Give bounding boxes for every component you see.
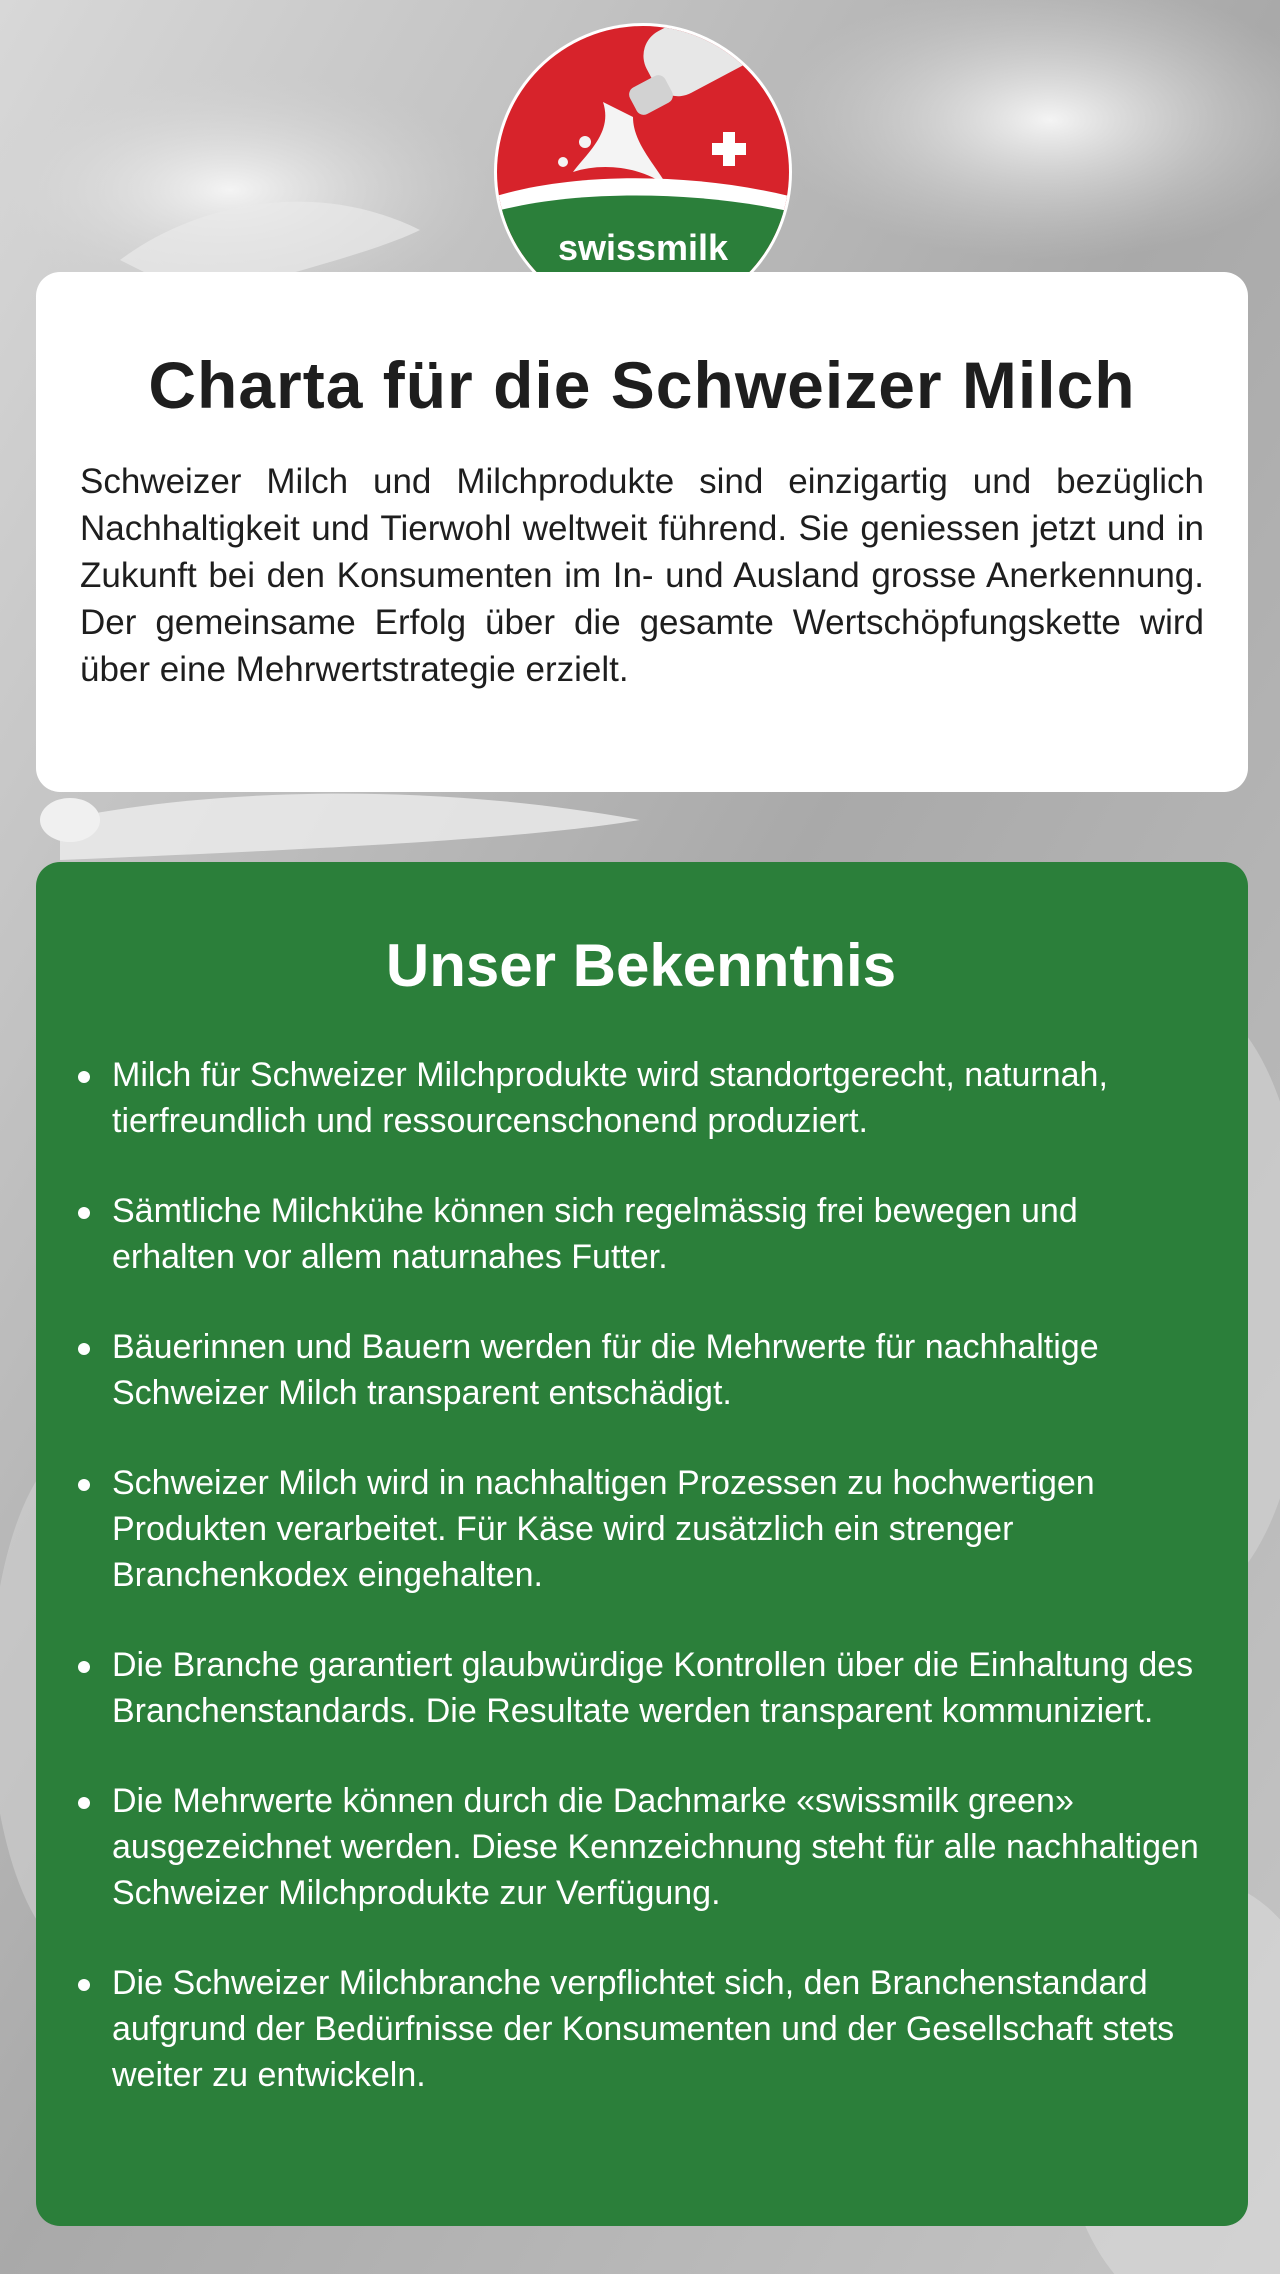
bullet-icon bbox=[78, 1479, 90, 1491]
commitment-item bbox=[74, 1460, 1208, 1598]
commitment-item-text: Bäuerinnen und Bauern werden für die Mehrwerte für nachhaltige Schweizer Milch transparent entschädigt. bbox=[112, 1328, 1099, 1412]
commitment-item bbox=[74, 1188, 1208, 1280]
commitment-item bbox=[74, 1960, 1208, 2098]
bullet-icon bbox=[78, 1797, 90, 1809]
commitment-item-text: Milch für Schweizer Milchprodukte wird standortgerecht, naturnah, tierfreundlich und ressourcenschonend produziert. bbox=[112, 1056, 1108, 1140]
bullet-icon bbox=[78, 1343, 90, 1355]
commitment-item bbox=[74, 1642, 1208, 1734]
bullet-icon bbox=[78, 1661, 90, 1673]
commitment-item-text: Die Schweizer Milchbranche verpflichtet sich, den Branchenstandard aufgrund der Bedürfnisse der Konsumenten und der Gesellschaft stets weiter zu entwickeln. bbox=[112, 1964, 1175, 2094]
commitment-item-text: Die Branche garantiert glaubwürdige Kontrollen über die Einhaltung des Branchenstandards. Die Resultate werden transparent kommuniziert. bbox=[112, 1646, 1194, 1730]
bullet-icon bbox=[78, 1071, 90, 1083]
bullet-icon bbox=[78, 1979, 90, 1991]
commitment-item bbox=[74, 1778, 1208, 1916]
commitment-item bbox=[74, 1324, 1208, 1416]
swiss-cross-icon bbox=[706, 127, 750, 171]
commitment-list bbox=[74, 1052, 1208, 2098]
page-title: Charta für die Schweizer Milch bbox=[148, 348, 1136, 422]
logo-text-line1: swissmilk bbox=[557, 227, 729, 268]
commitment-item-text: Die Mehrwerte können durch die Dachmarke «swissmilk green» ausgezeichnet werden. Diese Kennzeichnung steht für alle nachhaltigen Schweizer Milchprodukte zur Verfügung. bbox=[112, 1782, 1199, 1912]
commitment-item-text: Schweizer Milch wird in nachhaltigen Prozessen zu hochwertigen Produkten verarbeitet. Für Käse wird zusätzlich ein strenger Branchenkodex eingehalten. bbox=[112, 1464, 1095, 1594]
bullet-icon bbox=[78, 1207, 90, 1219]
commitment-item bbox=[74, 1052, 1208, 1144]
commitment-heading: Unser Bekenntnis bbox=[385, 932, 897, 999]
intro-card bbox=[36, 272, 1248, 792]
commitment-item-text: Sämtliche Milchkühe können sich regelmässig frei bewegen und erhalten vor allem naturnahes Futter. bbox=[112, 1192, 1078, 1276]
intro-text: Schweizer Milch und Milchprodukte sind einzigartig und bezüglich Nachhaltigkeit und Tierwohl weltweit führend. Sie geniessen jetzt und in Zukunft bei den Konsumenten im In- und Ausland grosse Anerkennung. Der gemeinsame Erfolg über die gesamte Wertschöpfungskette wird über eine Mehrwertstrategie erzielt. bbox=[80, 462, 1204, 689]
commitment-card bbox=[36, 862, 1248, 2226]
